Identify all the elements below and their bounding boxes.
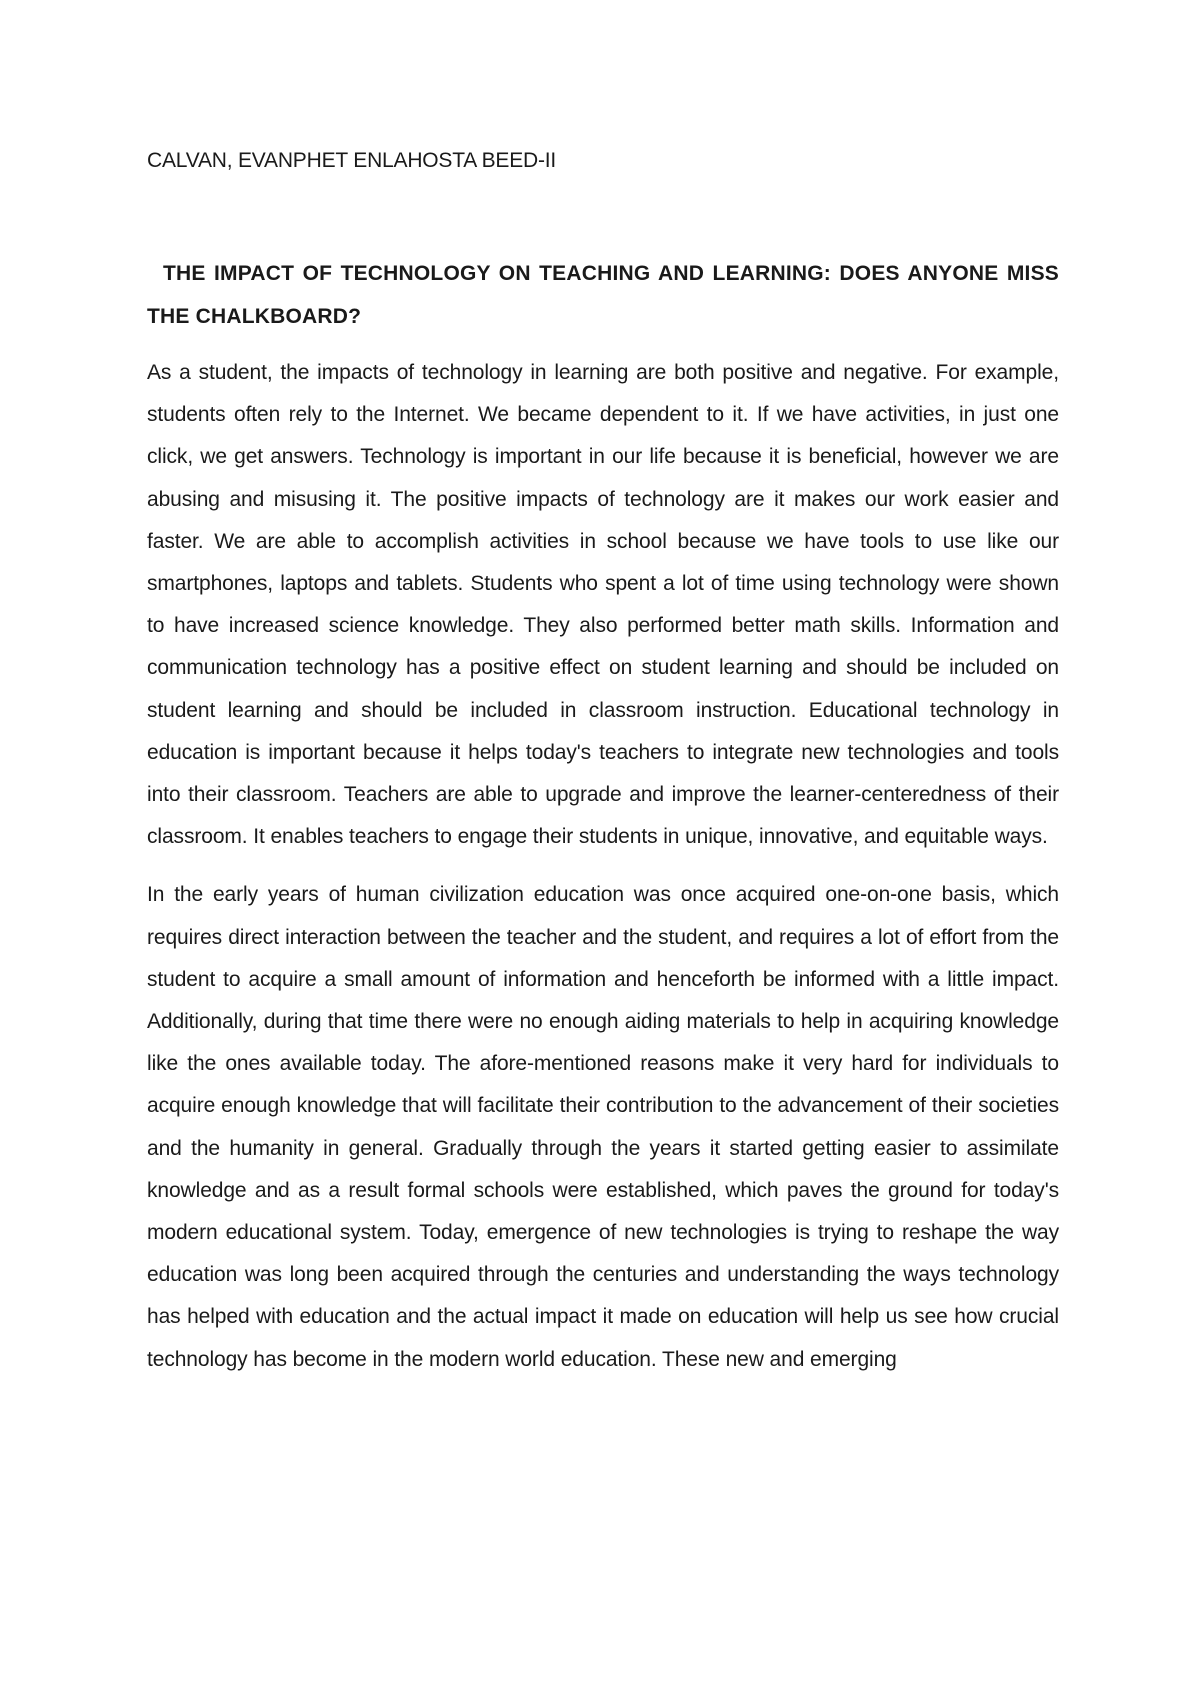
paragraph-1: As a student, the impacts of technology in learning are both positive and negative. For example, students often rely to the Internet. We became dependent to it. If we have activities, in just one click, we get answers. Technology is important in our life because it is beneficial, however we are abusing and misusing it. The positive impacts of technology are it makes our work easier and faster. We are able to accomplish activities in school because we have tools to use like our smartphones, laptops and tablets. Students who spent a lot of time using technology were shown to have increased science knowledge. They also performed better math skills. Information and communication technology has a positive effect on student learning and should be included on student learning and should be included in classroom instruction. Educational technology in education is important because it helps today's teachers to integrate new technologies and tools into their classroom. Teachers are able to upgrade and improve the learner-centeredness of their classroom. It enables teachers to engage their students in unique, innovative, and equitable ways. [147, 361, 1059, 849]
essay-title: THE IMPACT OF TECHNOLOGY ON TEACHING AND LEARNING: DOES ANYONE MISS THE CHALKBOARD? [147, 262, 1059, 328]
author-line: CALVAN, EVANPHET ENLAHOSTA BEED-II [147, 149, 557, 172]
document-body [147, 140, 1059, 1381]
paragraph-2: In the early years of human civilization education was once acquired one-on-one basis, which requires direct interaction between the teacher and the student, and requires a lot of effort from the student to acquire a small amount of information and henceforth be informed with a little impact. Additionally, during that time there were no enough aiding materials to help in acquiring knowledge like the ones available today. The afore-mentioned reasons make it very hard for individuals to acquire enough knowledge that will facilitate their contribution to the advancement of their societies and the humanity in general. Gradually through the years it started getting easier to assimilate knowledge and as a result formal schools were established, which paves the ground for today's modern educational system. Today, emergence of new technologies is trying to reshape the way education was long been acquired through the centuries and understanding the ways technology has helped with education and the actual impact it made on education will help us see how crucial technology has become in the modern world education. These new and emerging [147, 883, 1059, 1371]
